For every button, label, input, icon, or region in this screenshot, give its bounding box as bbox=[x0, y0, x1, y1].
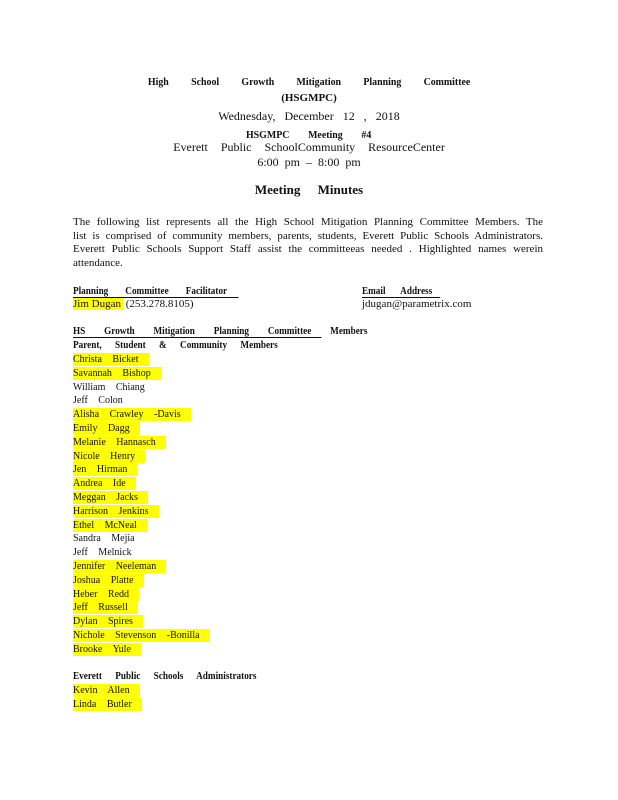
list-item bbox=[73, 436, 166, 449]
member-name: Kevin Allen bbox=[73, 684, 140, 697]
list-item bbox=[73, 477, 136, 490]
member-name: Linda Butler bbox=[73, 698, 142, 711]
member-name: Ethel McNeal bbox=[73, 519, 147, 532]
list-item bbox=[73, 601, 138, 614]
email-label: Email Address bbox=[362, 286, 440, 298]
member-name: Jeff Melnick bbox=[73, 547, 132, 559]
list-item bbox=[73, 532, 145, 545]
member-name: Meggan Jacks bbox=[73, 491, 148, 504]
list-item bbox=[73, 422, 140, 435]
meeting-number: HSGMPC Meeting #4 bbox=[246, 129, 372, 141]
member-name: Nicole Henry bbox=[73, 450, 145, 463]
meeting-location: Everett Public SchoolCommunity ResourceCenter bbox=[173, 140, 445, 154]
list-item bbox=[73, 643, 141, 656]
list-item bbox=[73, 588, 139, 601]
list-item bbox=[73, 629, 210, 642]
member-name: Jen Hirman bbox=[73, 463, 137, 476]
list-item bbox=[73, 560, 166, 573]
list-item bbox=[73, 394, 133, 407]
title-line-2: (HSGMPC) bbox=[281, 92, 337, 104]
facilitator-phone: (253.278.8105) bbox=[125, 298, 194, 310]
member-name: Sandra Mejia bbox=[73, 533, 135, 545]
member-name: Brooke Yule bbox=[73, 643, 141, 656]
facilitator-name: Jim Dugan bbox=[73, 298, 121, 310]
member-name: Andrea Ide bbox=[73, 477, 136, 490]
list-item bbox=[73, 463, 137, 476]
member-name: William Chiang bbox=[73, 381, 145, 393]
meeting-time: 6:00 pm – 8:00 pm bbox=[257, 155, 361, 169]
title-line-1: High School Growth Mitigation Planning Committee bbox=[147, 76, 471, 88]
member-name: Alisha Crawley -Davis bbox=[73, 408, 191, 421]
member-name: Joshua Platte bbox=[73, 574, 144, 587]
member-name: Nichole Stevenson -Bonilla bbox=[73, 629, 210, 642]
meeting-date: Wednesday, December 12 , 2018 bbox=[218, 109, 400, 123]
member-name: Savannah Bishop bbox=[73, 367, 161, 380]
list-item bbox=[73, 491, 148, 504]
member-name: Heber Redd bbox=[73, 588, 139, 601]
member-name: Harrison Jenkins bbox=[73, 505, 159, 518]
list-item bbox=[73, 519, 147, 532]
list-item bbox=[73, 615, 143, 628]
facilitator-label: Planning Committee Facilitator bbox=[73, 286, 239, 298]
list-item bbox=[73, 381, 155, 394]
list-item bbox=[73, 367, 161, 380]
intro-paragraph: The following list represents all the High School Mitigation Planning Committee Members. The list is comprised of community members, parents, students, Everett Public Schools Administrators. Everett Public Schools Support Staff assist the committeeas needed . Highlighted names werein attendance. bbox=[73, 216, 543, 269]
member-name: Jennifer Neeleman bbox=[73, 560, 166, 573]
member-name: Jeff Colon bbox=[73, 395, 123, 407]
section-title: Meeting Minutes bbox=[254, 182, 364, 197]
facilitator-contact bbox=[73, 298, 194, 310]
member-name: Jeff Russell bbox=[73, 601, 138, 614]
list-item bbox=[73, 408, 191, 421]
members-heading: HS Growth Mitigation Planning Committee Members bbox=[73, 326, 368, 337]
member-name: Christa Bicket bbox=[73, 353, 149, 366]
administrators-heading: Everett Public Schools Administrators bbox=[73, 671, 257, 682]
list-item bbox=[73, 546, 142, 559]
list-item bbox=[73, 505, 159, 518]
list-item bbox=[73, 353, 149, 366]
member-name: Dylan Spires bbox=[73, 615, 143, 628]
member-name: Emily Dagg bbox=[73, 422, 140, 435]
list-item bbox=[73, 698, 142, 711]
members-subheading: Parent, Student & Community Members bbox=[73, 340, 278, 351]
list-item bbox=[73, 684, 140, 697]
list-item bbox=[73, 450, 145, 463]
list-item bbox=[73, 574, 144, 587]
member-name: Melanie Hannasch bbox=[73, 436, 166, 449]
facilitator-email[interactable]: jdugan@parametrix.com bbox=[362, 298, 472, 310]
